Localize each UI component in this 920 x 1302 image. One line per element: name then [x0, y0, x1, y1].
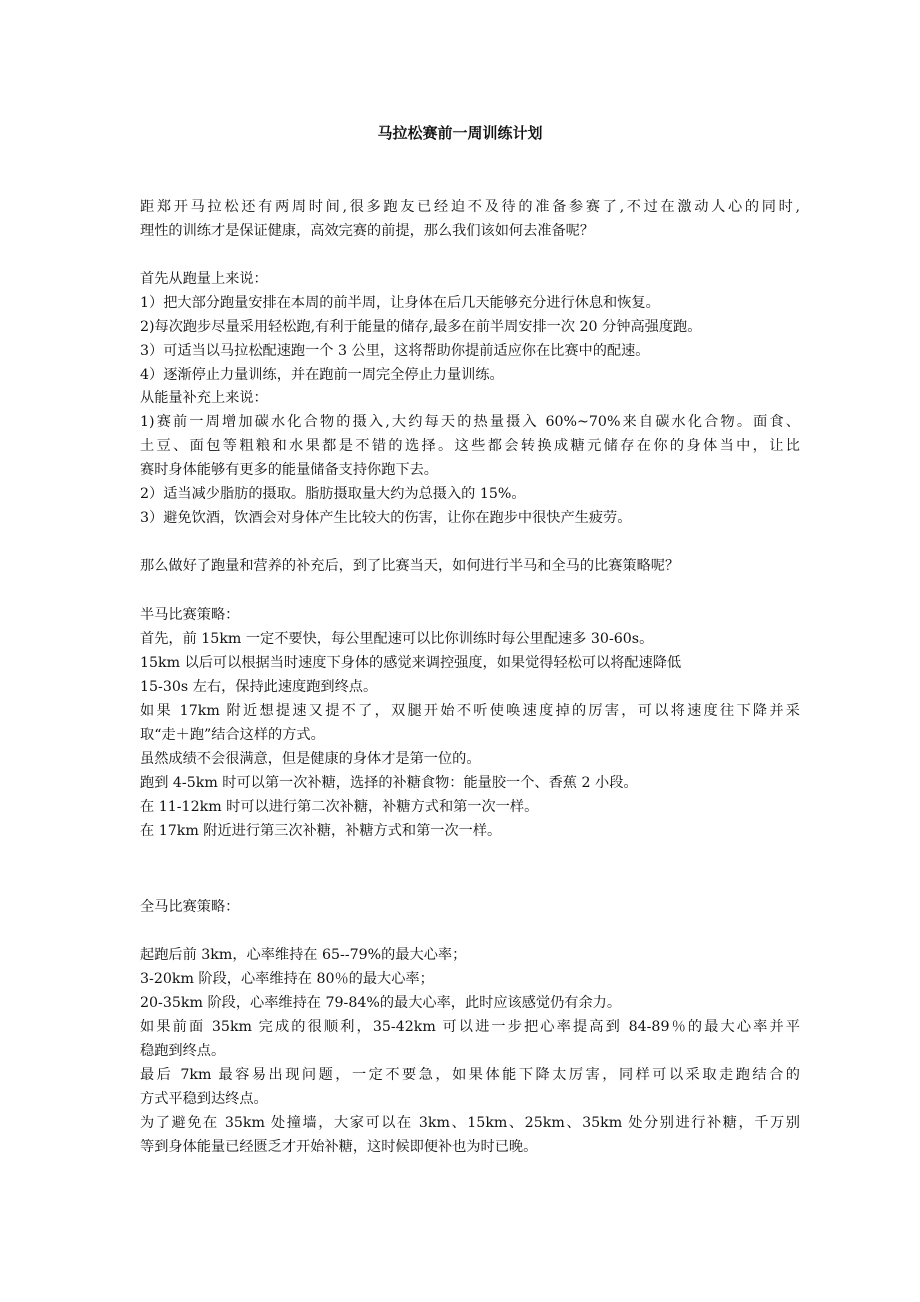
paragraph-line: 如果 17km 附近想提速又提不了，双腿开始不听使唤速度掉的厉害，可以将速度往下降并采 [140, 703, 800, 719]
list-item: 1）把大部分跑量安排在本周的前半周，让身体在后几天能够充分进行休息和恢复。 [140, 295, 660, 311]
section-heading: 全马比赛策略： [140, 899, 240, 915]
list-item: 4）逐渐停止力量训练，并在跑前一周完全停止力量训练。 [140, 367, 504, 383]
paragraph-line: 15km 以后可以根据当时速度下身体的感觉来调控强度，如果觉得轻松可以将配速降低 [140, 655, 682, 671]
paragraph-line: 最后 7km 最容易出现问题，一定不要急，如果体能下降太厉害，同样可以采取走跑结合的 [140, 1067, 800, 1083]
list-item: 2)每次跑步尽量采用轻松跑,有利于能量的储存,最多在前半周安排一次 20 分钟高强度跑。 [140, 319, 702, 335]
paragraph-line: 在 17km 附近进行第三次补糖，补糖方式和第一次一样。 [140, 823, 502, 839]
paragraph-line: 等到身体能量已经匮乏才开始补糖，这时候即便补也为时已晚。 [140, 1139, 538, 1155]
paragraph-line: 跑到 4-5km 时可以第一次补糖，选择的补糖食物：能量胶一个、香蕉 2 小段。 [140, 775, 638, 791]
paragraph-line: 20-35km 阶段，心率维持在 79-84%的最大心率，此时应该感觉仍有余力。 [140, 995, 622, 1011]
paragraph-line: 如果前面 35km 完成的很顺利，35-42km 可以进一步把心率提高到 84-89％的最大心率并平 [140, 1019, 800, 1035]
section-heading: 从能量补充上来说： [140, 390, 268, 406]
section-heading: 首先从跑量上来说： [140, 271, 268, 287]
paragraph-line: 3-20km 阶段，心率维持在 80％的最大心率； [140, 971, 434, 987]
paragraph-line: 理性的训练才是保证健康，高效完赛的前提，那么我们该如何去准备呢？ [140, 223, 595, 239]
paragraph-line: 虽然成绩不会很满意，但是健康的身体才是第一位的。 [140, 751, 481, 767]
paragraph-line: 距郑开马拉松还有两周时间,很多跑友已经迫不及待的准备参赛了,不过在激动人心的同时, [140, 199, 800, 215]
document-title: 马拉松赛前一周训练计划 [377, 124, 543, 142]
paragraph-line: 在 11-12km 时可以进行第二次补糖，补糖方式和第一次一样。 [140, 799, 539, 815]
list-item: 3）可适当以马拉松配速跑一个 3 公里，这将帮助你提前适应你在比赛中的配速。 [140, 343, 650, 359]
paragraph-line: 那么做好了跑量和营养的补充后，到了比赛当天，如何进行半马和全马的比赛策略呢？ [140, 558, 680, 574]
list-item: 3）避免饮酒，饮酒会对身体产生比较大的伤害，让你在跑步中很快产生疲劳。 [140, 510, 632, 526]
paragraph-line: 首先，前 15km 一定不要快，每公里配速可以比你训练时每公里配速多 30-60s。 [140, 631, 654, 647]
paragraph-line: 起跑后前 3km，心率维持在 65--79%的最大心率； [140, 947, 467, 963]
paragraph-line: 稳跑到终点。 [140, 1043, 226, 1059]
section-heading: 半马比赛策略： [140, 607, 240, 623]
list-item: 赛时身体能够有更多的能量储备支持你跑下去。 [140, 462, 438, 478]
list-item: 1)赛前一周增加碳水化合物的摄入,大约每天的热量摄入 60%~70%来自碳水化合物。面食、 [140, 414, 800, 430]
paragraph-line: 为了避免在 35km 处撞墙，大家可以在 3km、15km、25km、35km 处分别进行补糖，千万别 [140, 1115, 800, 1131]
paragraph-line: 方式平稳到达终点。 [140, 1091, 268, 1107]
paragraph-line: 取“走＋跑”结合这样的方式。 [140, 727, 325, 743]
list-item: 2）适当减少脂肪的摄取。脂肪摄取量大约为总摄入的 15%。 [140, 486, 526, 502]
list-item: 土豆、面包等粗粮和水果都是不错的选择。这些都会转换成糖元储存在你的身体当中，让比 [140, 438, 800, 454]
paragraph-line: 15-30s 左右，保持此速度跑到终点。 [140, 679, 378, 695]
